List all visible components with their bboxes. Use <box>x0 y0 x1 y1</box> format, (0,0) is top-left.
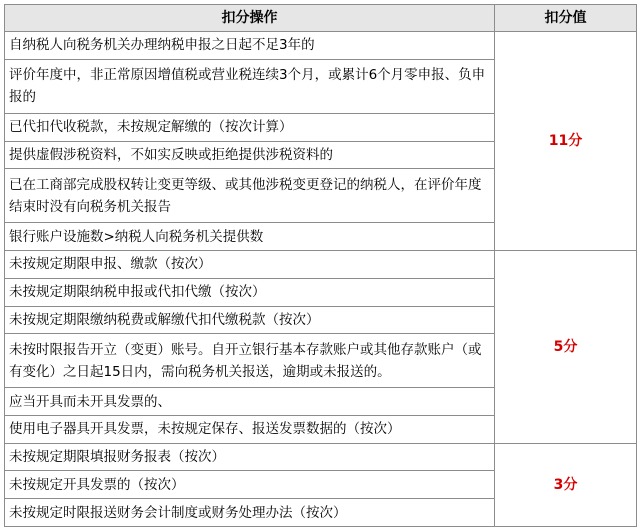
operation-cell: 已在工商部完成股权转让变更等级、或其他涉税变更登记的纳税人，在评价年度结束时没有向税务机关报告 <box>5 169 495 223</box>
operation-cell: 未按规定期限申报、缴款（按次） <box>5 251 495 279</box>
header-row <box>5 5 637 32</box>
operation-cell: 未按规定开具发票的（按次） <box>5 471 495 499</box>
score-cell-11: 11分 <box>495 32 637 251</box>
operation-cell: 未按规定时限报送财务会计制度或财务处理办法（按次） <box>5 499 495 527</box>
table-row <box>5 32 637 60</box>
score-cell-5: 5分 <box>495 251 637 444</box>
header-operation: 扣分操作 <box>5 5 495 32</box>
operation-cell: 未按时限报告开立（变更）账号。自开立银行基本存款账户或其他存款账户（或有变化）之日起15日内，需向税务机关报送，逾期或未报送的。 <box>5 334 495 388</box>
table-row <box>5 251 637 279</box>
score-cell-3: 3分 <box>495 443 637 526</box>
operation-cell: 未按规定期限缴纳税费或解缴代扣代缴税款（按次） <box>5 306 495 334</box>
operation-cell: 自纳税人向税务机关办理纳税申报之日起不足3年的 <box>5 32 495 60</box>
operation-cell: 未按规定期限填报财务报表（按次） <box>5 443 495 471</box>
header-score: 扣分值 <box>495 5 637 32</box>
operation-cell: 评价年度中，非正常原因增值税或营业税连续3个月，或累计6个月零申报、负申报的 <box>5 59 495 113</box>
table-row <box>5 443 637 471</box>
operation-cell: 使用电子器具开具发票，未按规定保存、报送发票数据的（按次） <box>5 416 495 444</box>
operation-cell: 提供虚假涉税资料，不如实反映或拒绝提供涉税资料的 <box>5 141 495 169</box>
deduction-table <box>4 4 637 527</box>
operation-cell: 未按规定期限纳税申报或代扣代缴（按次） <box>5 278 495 306</box>
operation-cell: 银行账户设施数>纳税人向税务机关提供数 <box>5 223 495 251</box>
operation-cell: 已代扣代收税款，未按规定解缴的（按次计算） <box>5 113 495 141</box>
operation-cell: 应当开具而未开具发票的、 <box>5 388 495 416</box>
